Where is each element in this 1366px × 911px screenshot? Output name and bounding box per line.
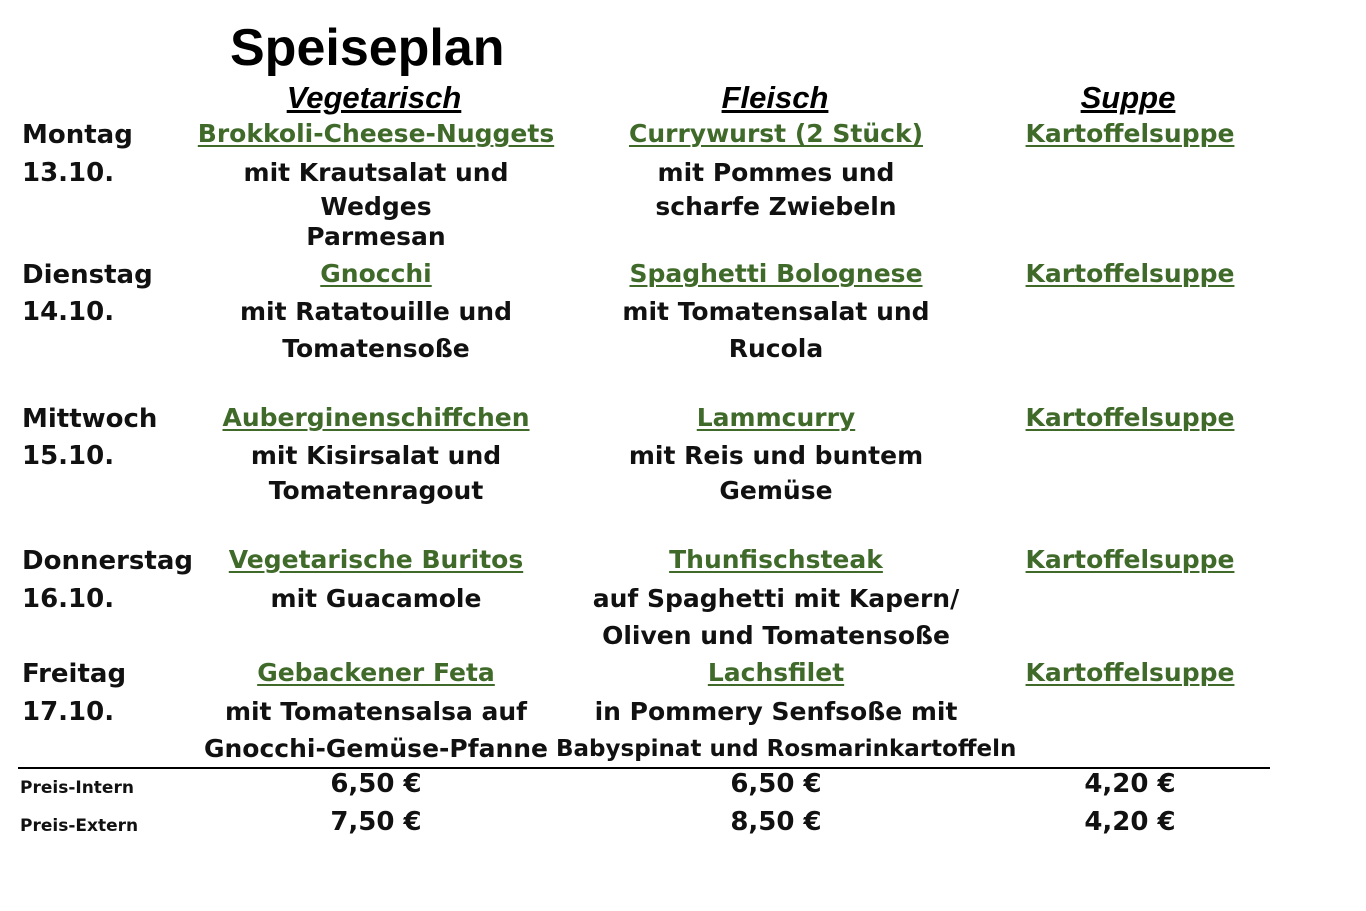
column-header-suppe: Suppe — [1080, 80, 1176, 115]
veg-desc-line: mit Tomatensalsa auf — [224, 697, 528, 726]
meat-dish: Currywurst (2 Stück) — [628, 119, 923, 148]
veg-desc-line: Parmesan — [306, 222, 446, 251]
soup-dish: Kartoffelsuppe — [1025, 259, 1235, 288]
meat-desc-line: mit Tomatensalat und — [622, 297, 930, 326]
veg-dish: Brokkoli-Cheese-Nuggets — [197, 119, 555, 148]
veg-desc-line: mit Krautsalat und — [243, 158, 509, 187]
veg-desc-line: Gnocchi-Gemüse-Pfanne — [203, 734, 549, 763]
day-name: Montag — [22, 120, 133, 150]
price-veg: 6,50 € — [330, 769, 422, 799]
price-label: Preis-Intern — [20, 778, 134, 798]
day-date: 13.10. — [22, 158, 115, 188]
veg-desc-line: Wedges — [320, 192, 432, 221]
meat-desc-line: Gemüse — [719, 476, 833, 505]
day-name: Donnerstag — [22, 546, 193, 576]
meat-desc-line: Oliven und Tomatensoße — [602, 621, 950, 650]
day-name: Mittwoch — [22, 404, 158, 434]
day-date: 15.10. — [22, 441, 115, 471]
veg-dish: Gnocchi — [320, 259, 432, 288]
veg-desc-line: Tomatenragout — [268, 476, 484, 505]
column-header-vegetarisch: Vegetarisch — [286, 80, 462, 115]
price-meat: 6,50 € — [730, 769, 822, 799]
veg-dish: Gebackener Feta — [257, 658, 495, 687]
veg-desc-line: mit Ratatouille und — [240, 297, 512, 326]
meat-desc-line: mit Reis und buntem — [628, 441, 924, 470]
meat-desc-line: in Pommery Senfsoße mit — [594, 697, 958, 726]
meat-desc-line: Rucola — [728, 334, 824, 363]
veg-desc-line: mit Kisirsalat und — [250, 441, 502, 470]
price-soup: 4,20 € — [1084, 769, 1176, 799]
meat-dish: Lachsfilet — [707, 658, 845, 687]
soup-dish: Kartoffelsuppe — [1025, 119, 1235, 148]
meat-desc-line: auf Spaghetti mit Kapern/ — [592, 584, 960, 613]
veg-desc-line: Tomatensoße — [282, 334, 470, 363]
veg-dish: Vegetarische Buritos — [228, 545, 524, 574]
veg-desc-line: mit Guacamole — [270, 584, 482, 613]
day-date: 17.10. — [22, 697, 115, 727]
price-meat: 8,50 € — [730, 807, 822, 837]
column-header-fleisch: Fleisch — [721, 80, 829, 115]
meat-desc-line: Babyspinat und Rosmarinkartoffeln — [556, 736, 1017, 762]
day-date: 16.10. — [22, 584, 115, 614]
meat-desc-line: scharfe Zwiebeln — [655, 192, 897, 221]
soup-dish: Kartoffelsuppe — [1025, 403, 1235, 432]
page-title: Speiseplan — [230, 19, 505, 77]
day-name: Freitag — [22, 659, 127, 689]
veg-dish: Auberginenschiffchen — [222, 403, 530, 432]
meat-dish: Thunfischsteak — [669, 545, 883, 574]
day-date: 14.10. — [22, 297, 115, 327]
soup-dish: Kartoffelsuppe — [1025, 658, 1235, 687]
price-soup: 4,20 € — [1084, 807, 1176, 837]
soup-dish: Kartoffelsuppe — [1025, 545, 1235, 574]
meat-dish: Lammcurry — [696, 403, 856, 432]
price-veg: 7,50 € — [330, 807, 422, 837]
meat-dish: Spaghetti Bolognese — [629, 259, 923, 288]
day-name: Dienstag — [22, 260, 153, 290]
meat-desc-line: mit Pommes und — [657, 158, 895, 187]
price-label: Preis-Extern — [20, 816, 139, 836]
